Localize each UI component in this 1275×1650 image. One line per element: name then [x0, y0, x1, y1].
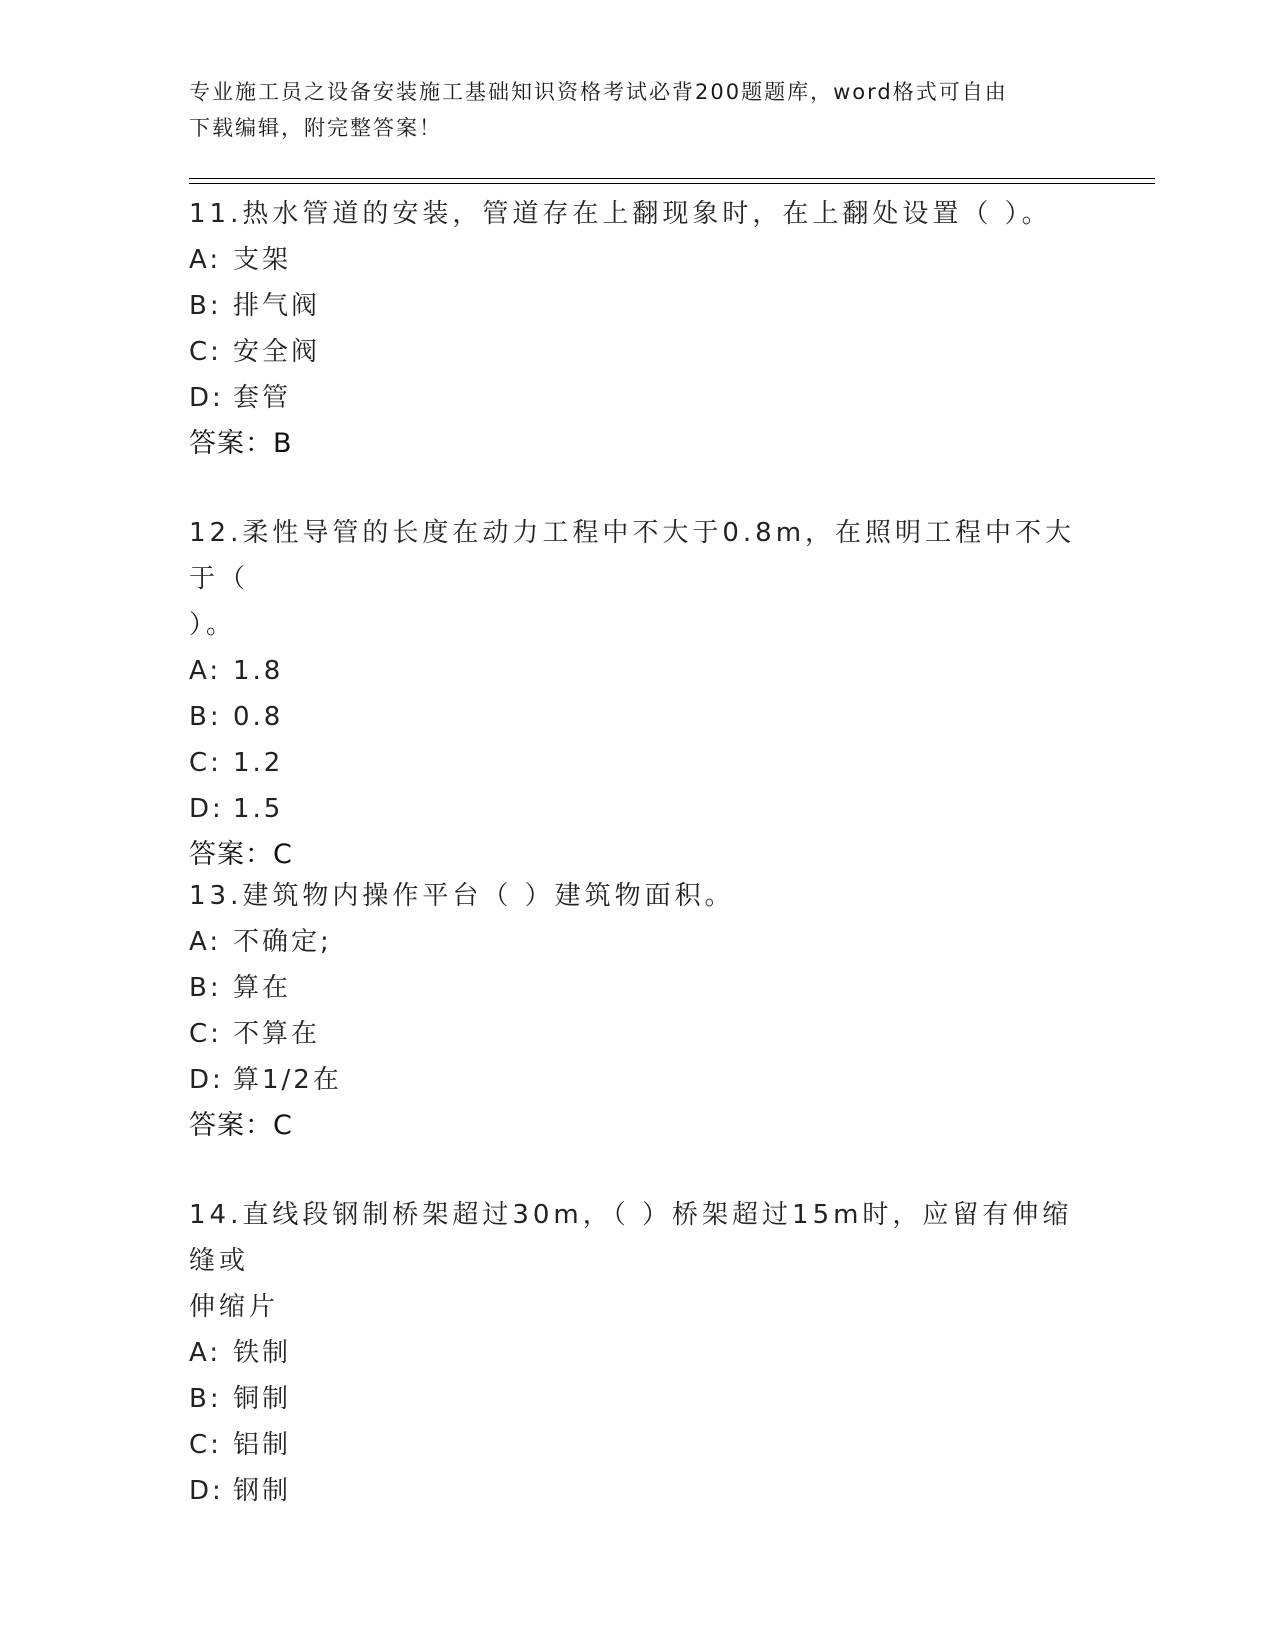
option-c [189, 740, 1089, 786]
header-line-2: 下载编辑，附完整答案！ [189, 116, 442, 140]
header-divider-bottom [189, 183, 1155, 184]
option-d [189, 786, 1089, 832]
option-text: 安全阀 [233, 337, 321, 367]
question-stem-line-1: 14.直线段钢制桥架超过30m，（ ）桥架超过15m时，应留有伸缩缝或 [189, 1200, 1073, 1276]
option-text: 0.8 [233, 702, 284, 732]
option-letter: B: [189, 291, 222, 321]
option-text: 铝制 [233, 1430, 292, 1460]
option-b [189, 1376, 1089, 1422]
question-11 [189, 191, 1089, 467]
question-stem: 13.建筑物内操作平台（ ）建筑物面积。 [189, 881, 735, 911]
option-a [189, 919, 1089, 965]
option-letter: D: [189, 1065, 224, 1095]
option-text: 不算在 [233, 1019, 321, 1049]
option-letter: B: [189, 702, 222, 732]
option-letter: C: [189, 1019, 222, 1049]
option-text: 1.5 [233, 794, 284, 824]
answer-line: 答案：C [189, 839, 293, 870]
question-stem-line-2: ）。 [189, 610, 237, 640]
option-text: 铜制 [233, 1384, 292, 1414]
answer-line: 答案：C [189, 1110, 293, 1141]
option-letter: A: [189, 1338, 222, 1368]
question-stem [189, 1192, 1089, 1330]
option-text: 排气阀 [233, 291, 321, 321]
option-c [189, 329, 1089, 375]
option-text: 算在 [233, 973, 292, 1003]
option-b [189, 283, 1089, 329]
option-text: 钢制 [233, 1476, 292, 1506]
option-letter: C: [189, 1430, 222, 1460]
question-14 [189, 1192, 1089, 1514]
question-stem: 11.热水管道的安装，管道存在上翻现象时，在上翻处设置（ ）。 [189, 199, 1052, 229]
question-13 [189, 873, 1089, 1149]
option-b [189, 965, 1089, 1011]
option-c [189, 1011, 1089, 1057]
question-stem [189, 510, 1089, 648]
option-text: 支架 [233, 245, 292, 275]
option-letter: B: [189, 973, 222, 1003]
option-c [189, 1422, 1089, 1468]
option-text: 不确定; [233, 927, 332, 957]
header-divider-top [189, 178, 1155, 179]
option-letter: C: [189, 337, 222, 367]
question-stem-line-1: 12.柔性导管的长度在动力工程中不大于0.8m，在照明工程中不大于（ [189, 518, 1076, 594]
option-letter: D: [189, 1476, 224, 1506]
document-header [189, 74, 1089, 146]
option-letter: A: [189, 927, 222, 957]
option-a [189, 648, 1089, 694]
option-text: 算1/2在 [233, 1065, 342, 1095]
option-d [189, 1468, 1089, 1514]
question-stem-line-2: 伸缩片 [189, 1292, 280, 1322]
option-letter: B: [189, 1384, 222, 1414]
option-letter: D: [189, 383, 224, 413]
option-b [189, 694, 1089, 740]
option-d [189, 375, 1089, 421]
option-letter: A: [189, 656, 222, 686]
option-a [189, 237, 1089, 283]
header-line-1: 专业施工员之设备安装施工基础知识资格考试必背200题题库，word格式可自由 [189, 80, 1008, 104]
option-d [189, 1057, 1089, 1103]
option-a [189, 1330, 1089, 1376]
option-text: 套管 [233, 383, 292, 413]
question-12 [189, 510, 1089, 878]
option-text: 1.2 [233, 748, 284, 778]
option-letter: C: [189, 748, 222, 778]
option-text: 铁制 [233, 1338, 292, 1368]
option-letter: D: [189, 794, 224, 824]
option-letter: A: [189, 245, 222, 275]
answer-line: 答案：B [189, 428, 293, 459]
option-text: 1.8 [233, 656, 284, 686]
